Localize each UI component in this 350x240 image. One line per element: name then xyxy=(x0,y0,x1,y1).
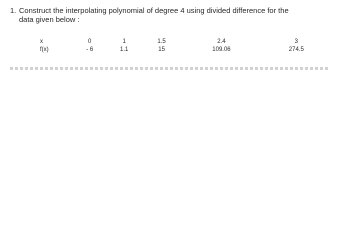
x-value-2: 1 xyxy=(122,39,126,45)
fx-value-2: 1.1 xyxy=(119,47,129,53)
cut-off-text-fragment xyxy=(10,67,330,70)
x-value-3: 1.5 xyxy=(157,39,166,45)
question-block xyxy=(10,6,340,24)
table-row-fx xyxy=(40,46,330,54)
x-label: x xyxy=(40,39,43,45)
fx-value-3: 15 xyxy=(158,47,165,53)
fx-label: f(x) xyxy=(40,47,49,53)
fx-value-1: - 6 xyxy=(86,47,94,53)
table-row-x xyxy=(40,38,330,46)
question-line-2 xyxy=(10,15,340,24)
cut-off-next-line xyxy=(10,66,330,70)
question-text-line-1: Construct the interpolating polynomial of degree 4 using divided difference for the xyxy=(19,6,289,15)
question-line-1 xyxy=(10,6,340,15)
fx-value-5: 274.5 xyxy=(288,47,304,53)
question-text-line-2: data given below : xyxy=(19,15,80,24)
fx-value-4: 109.06 xyxy=(212,47,231,53)
x-value-4: 2.4 xyxy=(217,39,226,45)
question-number: 1. xyxy=(10,6,17,15)
x-value-1: 0 xyxy=(88,39,92,45)
data-table xyxy=(40,38,330,54)
x-value-5: 3 xyxy=(294,39,298,45)
